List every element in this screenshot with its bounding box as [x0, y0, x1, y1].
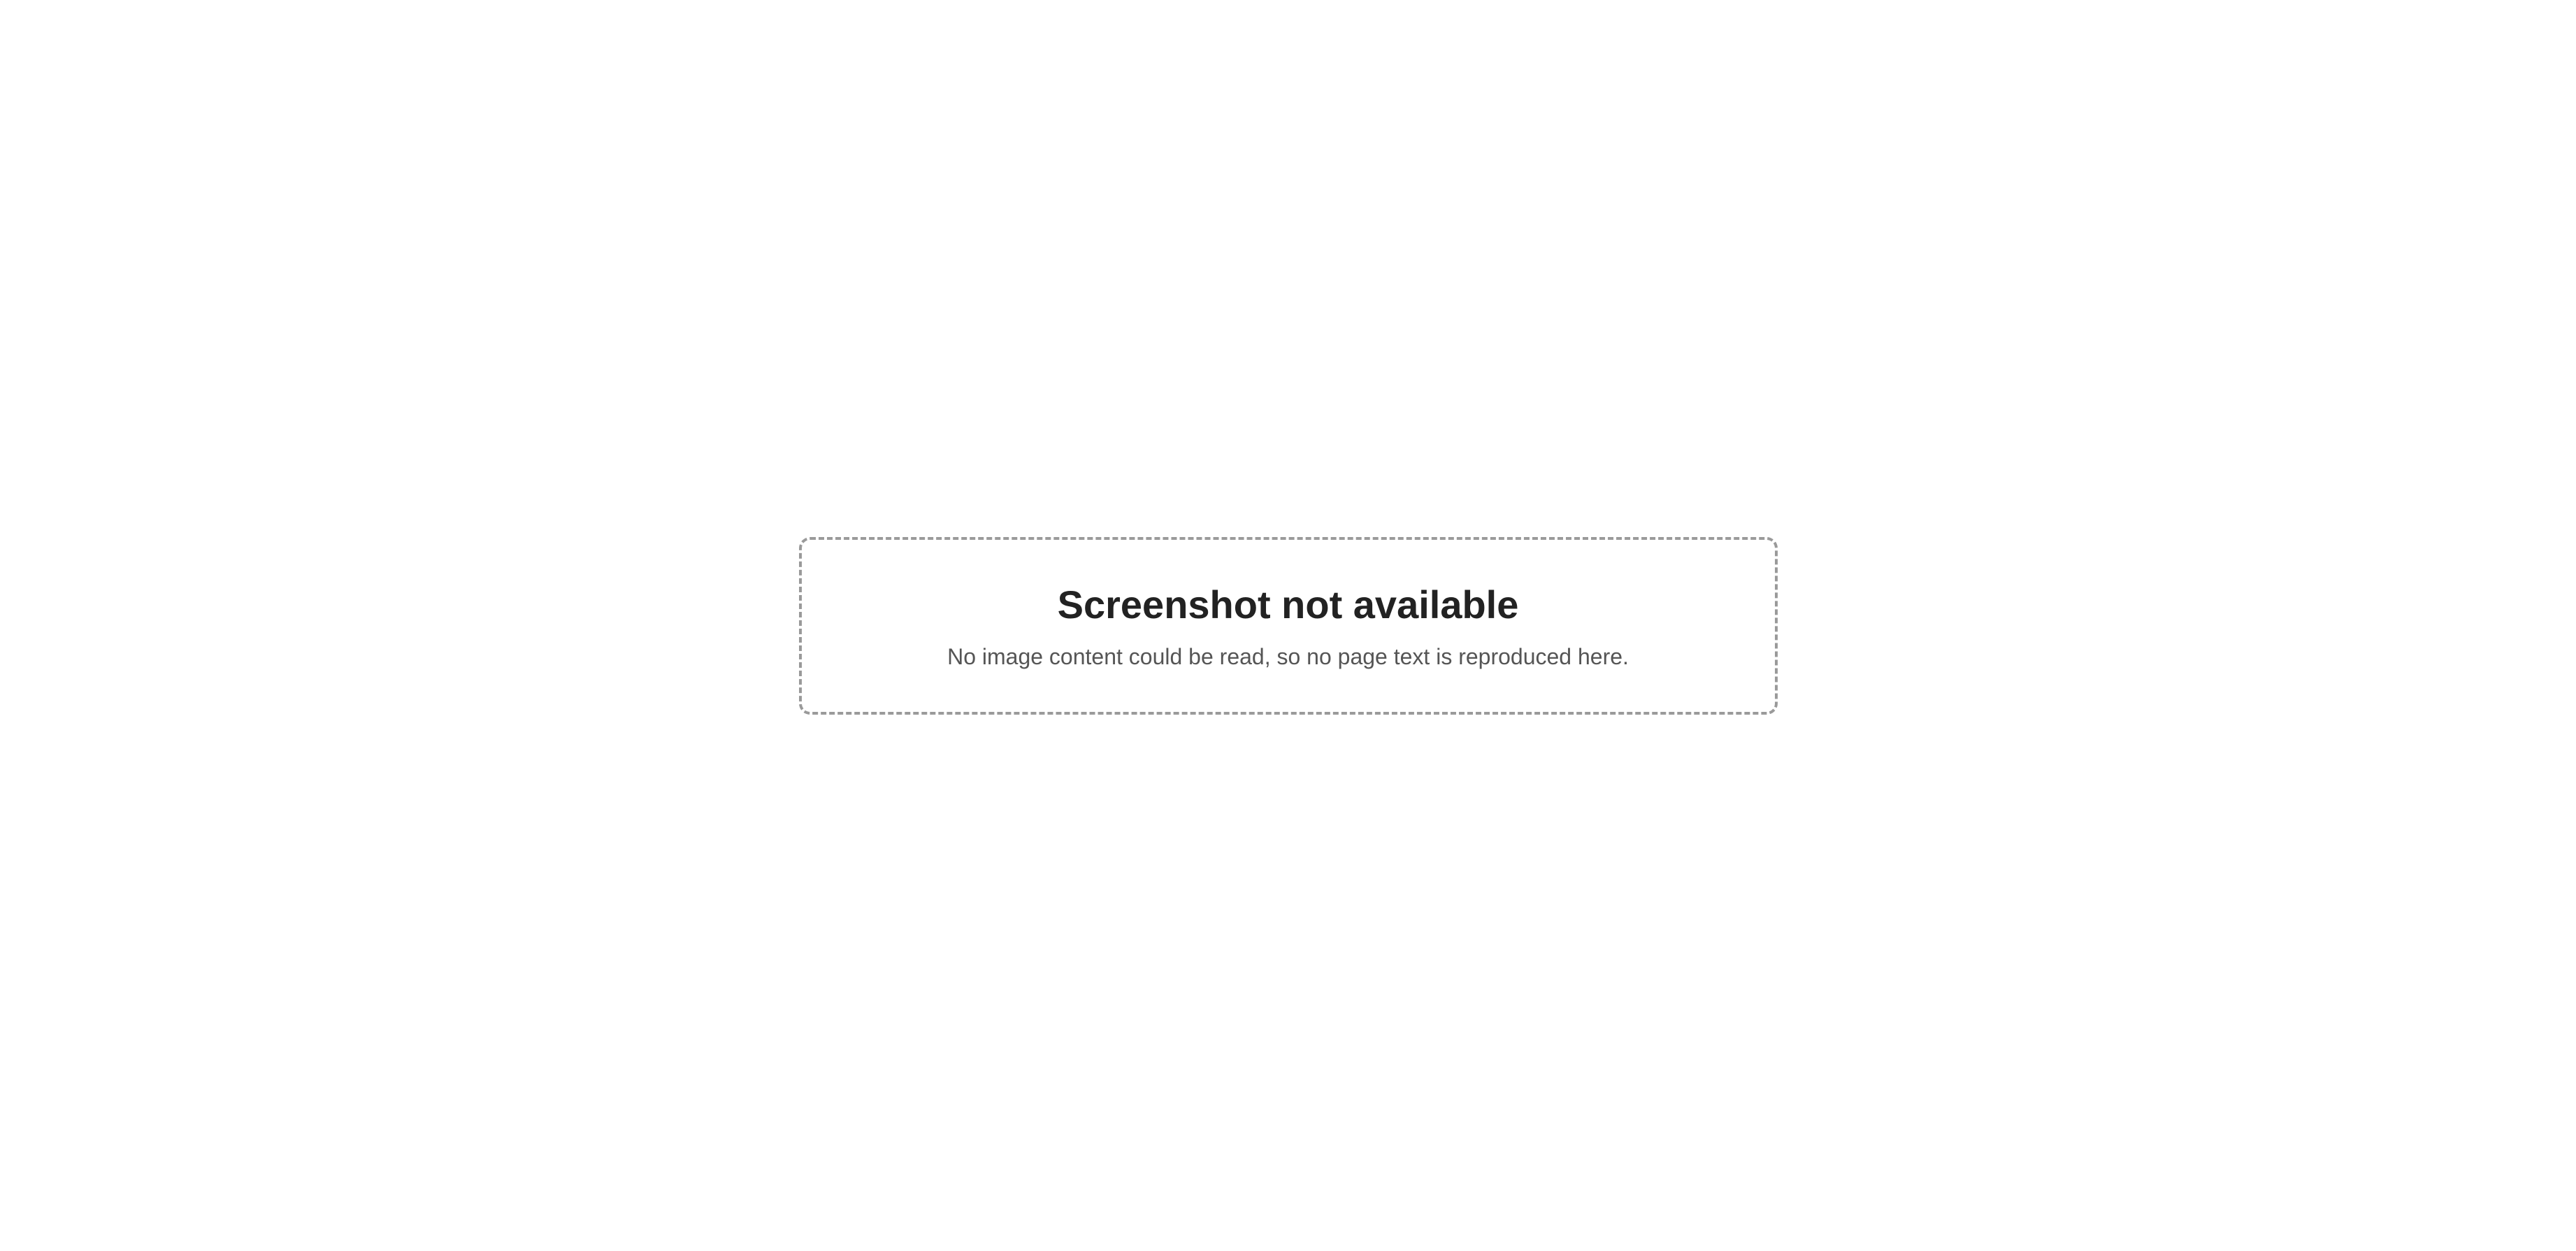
placeholder-panel — [799, 537, 1778, 715]
placeholder-message: No image content could be read, so no page text is reproduced here. — [947, 643, 1629, 669]
placeholder-title: Screenshot not available — [1057, 582, 1519, 627]
